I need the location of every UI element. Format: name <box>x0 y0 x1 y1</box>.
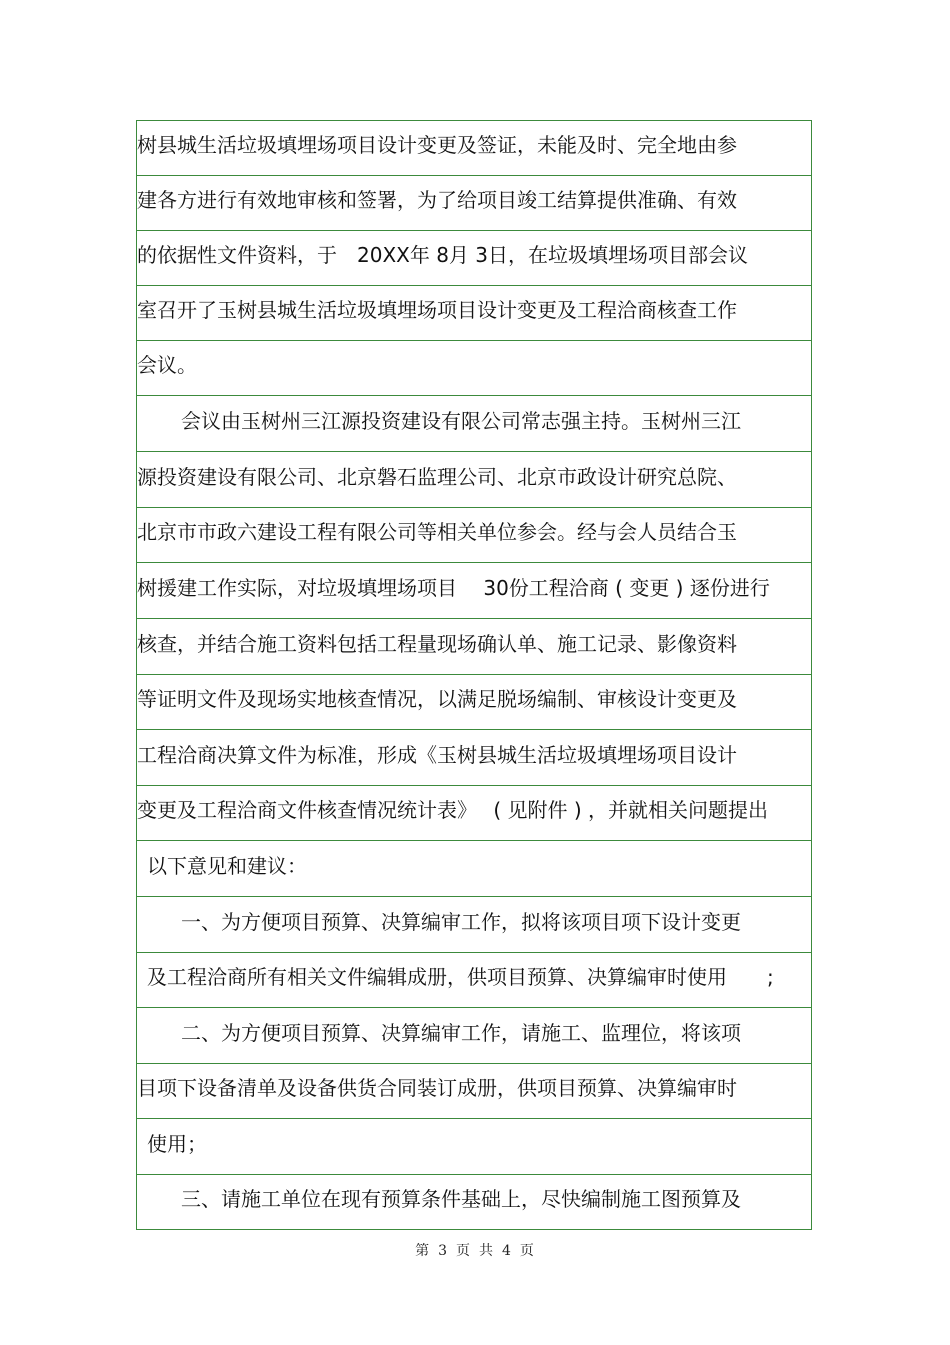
line-text: 的依据性文件资料，于 20XX年 8月 3日，在垃圾填埋场项目部会议 <box>137 243 749 267</box>
text-line <box>137 453 811 508</box>
line-text: 建各方进行有效地审核和签署，为了给项目竣工结算提供准确、有效 <box>137 188 737 212</box>
line-text: 工程洽商决算文件为标准，形成《玉树县城生活垃圾填埋场项目设计 <box>137 743 737 767</box>
document-frame <box>136 120 812 1230</box>
text-line <box>137 1064 811 1119</box>
text-line <box>137 675 811 730</box>
total-page-count: 4 <box>502 1243 512 1259</box>
line-text: 二、为方便项目预算、决算编审工作，请施工、监理位，将该项 <box>181 1021 741 1045</box>
text-line <box>137 1175 811 1230</box>
footer-di: 第 <box>415 1243 431 1259</box>
text-line <box>137 842 811 897</box>
line-text: 会议由玉树州三江源投资建设有限公司常志强主持。玉树州三江 <box>181 409 741 433</box>
text-line <box>137 286 811 341</box>
text-line <box>137 898 811 953</box>
line-text: 源投资建设有限公司、北京磐石监理公司、北京市政设计研究总院、 <box>137 465 737 489</box>
line-text: 会议。 <box>137 353 197 377</box>
text-line <box>137 1120 811 1175</box>
line-text: 等证明文件及现场实地核查情况，以满足脱场编制、审核设计变更及 <box>137 687 737 711</box>
text-line <box>137 231 811 286</box>
footer-ye: 页 <box>456 1243 471 1259</box>
line-text: 变更及工程洽商文件核查情况统计表》 ( 见附件 ) ，并就相关问题提出 <box>137 798 769 822</box>
line-text: 目项下设备清单及设备供货合同装订成册，供项目预算、决算编审时 <box>137 1076 737 1100</box>
line-text: 树援建工作实际，对垃圾填埋场项目 30份工程洽商 ( 变更 ) 逐份进行 <box>137 576 770 600</box>
line-text: 核查，并结合施工资料包括工程量现场确认单、施工记录、影像资料 <box>137 632 737 656</box>
line-text: 树县城生活垃圾填埋场项目设计变更及签证，未能及时、完全地由参 <box>137 133 737 157</box>
text-line <box>137 1009 811 1064</box>
line-text: 一、为方便项目预算、决算编审工作，拟将该项目项下设计变更 <box>181 910 741 934</box>
text-line <box>137 176 811 231</box>
line-text: 室召开了玉树县城生活垃圾填埋场项目设计变更及工程洽商核查工作 <box>137 298 737 322</box>
text-line <box>137 786 811 841</box>
line-text: 使用； <box>147 1132 207 1156</box>
text-line <box>137 564 811 619</box>
text-line <box>137 620 811 675</box>
text-line <box>137 508 811 563</box>
line-text: 以下意见和建议： <box>147 854 307 878</box>
text-line <box>137 121 811 176</box>
line-text: 北京市市政六建设工程有限公司等相关单位参会。经与会人员结合玉 <box>137 520 737 544</box>
text-line <box>137 731 811 786</box>
current-page-number: 3 <box>438 1243 448 1259</box>
line-text: 三、请施工单位在现有预算条件基础上，尽快编制施工图预算及 <box>181 1187 741 1211</box>
text-line <box>137 397 811 452</box>
text-line <box>137 341 811 396</box>
page-footer <box>0 1240 950 1260</box>
footer-ye2: 页 <box>519 1243 535 1259</box>
line-text: 及工程洽商所有相关文件编辑成册，供项目预算、决算编审时使用 ; <box>147 965 774 989</box>
text-line <box>137 953 811 1008</box>
footer-gong: 共 <box>479 1243 494 1259</box>
